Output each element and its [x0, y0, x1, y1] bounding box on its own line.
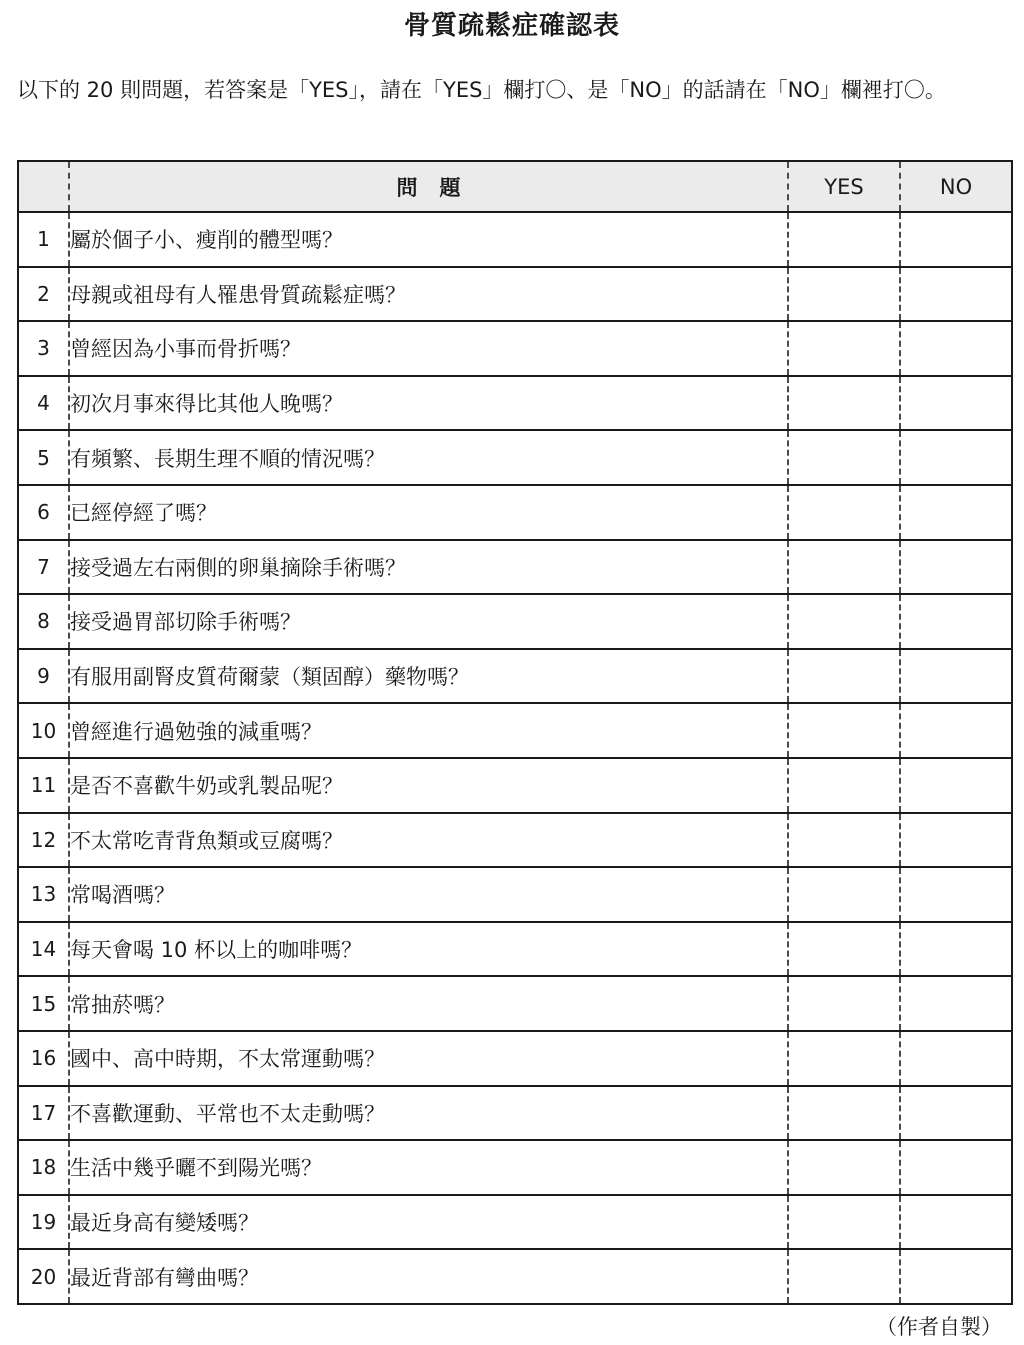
table-header-row [18, 161, 1012, 212]
question-text: 不太常吃青背魚類或豆腐嗎？ [69, 813, 788, 868]
table-row [18, 758, 1012, 813]
question-column-header: 問題 [69, 161, 788, 212]
question-number: 1 [18, 212, 69, 267]
no-answer-cell[interactable] [900, 485, 1012, 540]
yes-answer-cell[interactable] [788, 976, 900, 1031]
yes-answer-cell[interactable] [788, 1249, 900, 1304]
yes-answer-cell[interactable] [788, 212, 900, 267]
question-text: 初次月事來得比其他人晚嗎？ [69, 376, 788, 431]
no-answer-cell[interactable] [900, 758, 1012, 813]
question-number: 14 [18, 922, 69, 977]
table-row [18, 813, 1012, 868]
question-text: 曾經因為小事而骨折嗎？ [69, 321, 788, 376]
question-number: 5 [18, 430, 69, 485]
no-answer-cell[interactable] [900, 594, 1012, 649]
yes-column-header: YES [788, 161, 900, 212]
no-answer-cell[interactable] [900, 1140, 1012, 1195]
no-answer-cell[interactable] [900, 321, 1012, 376]
table-row [18, 703, 1012, 758]
no-answer-cell[interactable] [900, 430, 1012, 485]
question-number: 12 [18, 813, 69, 868]
question-number: 4 [18, 376, 69, 431]
no-answer-cell[interactable] [900, 1031, 1012, 1086]
yes-answer-cell[interactable] [788, 485, 900, 540]
no-answer-cell[interactable] [900, 1195, 1012, 1250]
question-text: 生活中幾乎曬不到陽光嗎？ [69, 1140, 788, 1195]
question-number: 11 [18, 758, 69, 813]
table-row [18, 1249, 1012, 1304]
question-text: 是否不喜歡牛奶或乳製品呢？ [69, 758, 788, 813]
question-number: 19 [18, 1195, 69, 1250]
question-text: 曾經進行過勉強的減重嗎？ [69, 703, 788, 758]
table-row [18, 922, 1012, 977]
question-text: 母親或祖母有人罹患骨質疏鬆症嗎？ [69, 267, 788, 322]
table-row [18, 1086, 1012, 1141]
number-column-header [18, 161, 69, 212]
yes-answer-cell[interactable] [788, 1086, 900, 1141]
no-answer-cell[interactable] [900, 1249, 1012, 1304]
yes-answer-cell[interactable] [788, 540, 900, 595]
table-row [18, 1031, 1012, 1086]
table-row [18, 212, 1012, 267]
question-number: 9 [18, 649, 69, 704]
table-row [18, 867, 1012, 922]
question-text: 不喜歡運動、平常也不太走動嗎？ [69, 1086, 788, 1141]
no-answer-cell[interactable] [900, 649, 1012, 704]
question-number: 18 [18, 1140, 69, 1195]
yes-answer-cell[interactable] [788, 813, 900, 868]
question-text: 有頻繁、長期生理不順的情況嗎？ [69, 430, 788, 485]
yes-answer-cell[interactable] [788, 758, 900, 813]
page-title: 骨質疏鬆症確認表 [403, 11, 620, 41]
no-answer-cell[interactable] [900, 867, 1012, 922]
question-text: 國中、高中時期，不太常運動嗎？ [69, 1031, 788, 1086]
osteoporosis-checklist-table [17, 160, 1013, 1305]
question-number: 17 [18, 1086, 69, 1141]
table-row [18, 594, 1012, 649]
question-text: 接受過胃部切除手術嗎？ [69, 594, 788, 649]
table-row [18, 649, 1012, 704]
table-row [18, 321, 1012, 376]
question-number: 10 [18, 703, 69, 758]
instructions-text: 以下的 20 則問題，若答案是「YES」，請在「YES」欄打〇、是「NO」的話請在「NO」欄裡打〇。 [17, 78, 946, 102]
no-answer-cell[interactable] [900, 1086, 1012, 1141]
question-number: 8 [18, 594, 69, 649]
question-text: 常喝酒嗎？ [69, 867, 788, 922]
yes-answer-cell[interactable] [788, 867, 900, 922]
yes-answer-cell[interactable] [788, 430, 900, 485]
question-number: 6 [18, 485, 69, 540]
table-row [18, 540, 1012, 595]
no-answer-cell[interactable] [900, 703, 1012, 758]
yes-answer-cell[interactable] [788, 649, 900, 704]
source-note: （作者自製） [876, 1315, 1002, 1339]
no-answer-cell[interactable] [900, 267, 1012, 322]
table-row [18, 1195, 1012, 1250]
table-row [18, 376, 1012, 431]
question-text: 最近身高有變矮嗎？ [69, 1195, 788, 1250]
question-text: 已經停經了嗎？ [69, 485, 788, 540]
yes-answer-cell[interactable] [788, 267, 900, 322]
question-text: 有服用副腎皮質荷爾蒙（類固醇）藥物嗎？ [69, 649, 788, 704]
question-text: 屬於個子小、瘦削的體型嗎？ [69, 212, 788, 267]
no-answer-cell[interactable] [900, 376, 1012, 431]
yes-answer-cell[interactable] [788, 321, 900, 376]
table-row [18, 485, 1012, 540]
question-number: 13 [18, 867, 69, 922]
yes-answer-cell[interactable] [788, 594, 900, 649]
yes-answer-cell[interactable] [788, 376, 900, 431]
yes-answer-cell[interactable] [788, 703, 900, 758]
question-number: 2 [18, 267, 69, 322]
yes-answer-cell[interactable] [788, 922, 900, 977]
question-text: 常抽菸嗎？ [69, 976, 788, 1031]
table-row [18, 267, 1012, 322]
no-answer-cell[interactable] [900, 813, 1012, 868]
table-row [18, 1140, 1012, 1195]
no-column-header: NO [939, 174, 973, 199]
no-answer-cell[interactable] [900, 212, 1012, 267]
question-number: 20 [18, 1249, 69, 1304]
yes-answer-cell[interactable] [788, 1195, 900, 1250]
no-answer-cell[interactable] [900, 540, 1012, 595]
yes-answer-cell[interactable] [788, 1140, 900, 1195]
no-answer-cell[interactable] [900, 976, 1012, 1031]
question-number: 15 [18, 976, 69, 1031]
question-number: 16 [18, 1031, 69, 1086]
question-number: 3 [18, 321, 69, 376]
question-number: 7 [18, 540, 69, 595]
question-text: 最近背部有彎曲嗎？ [69, 1249, 788, 1304]
table-row [18, 976, 1012, 1031]
yes-answer-cell[interactable] [788, 1031, 900, 1086]
question-text: 每天會喝 10 杯以上的咖啡嗎？ [69, 922, 788, 977]
table-row [18, 430, 1012, 485]
question-text: 接受過左右兩側的卵巢摘除手術嗎？ [69, 540, 788, 595]
no-answer-cell[interactable] [900, 922, 1012, 977]
